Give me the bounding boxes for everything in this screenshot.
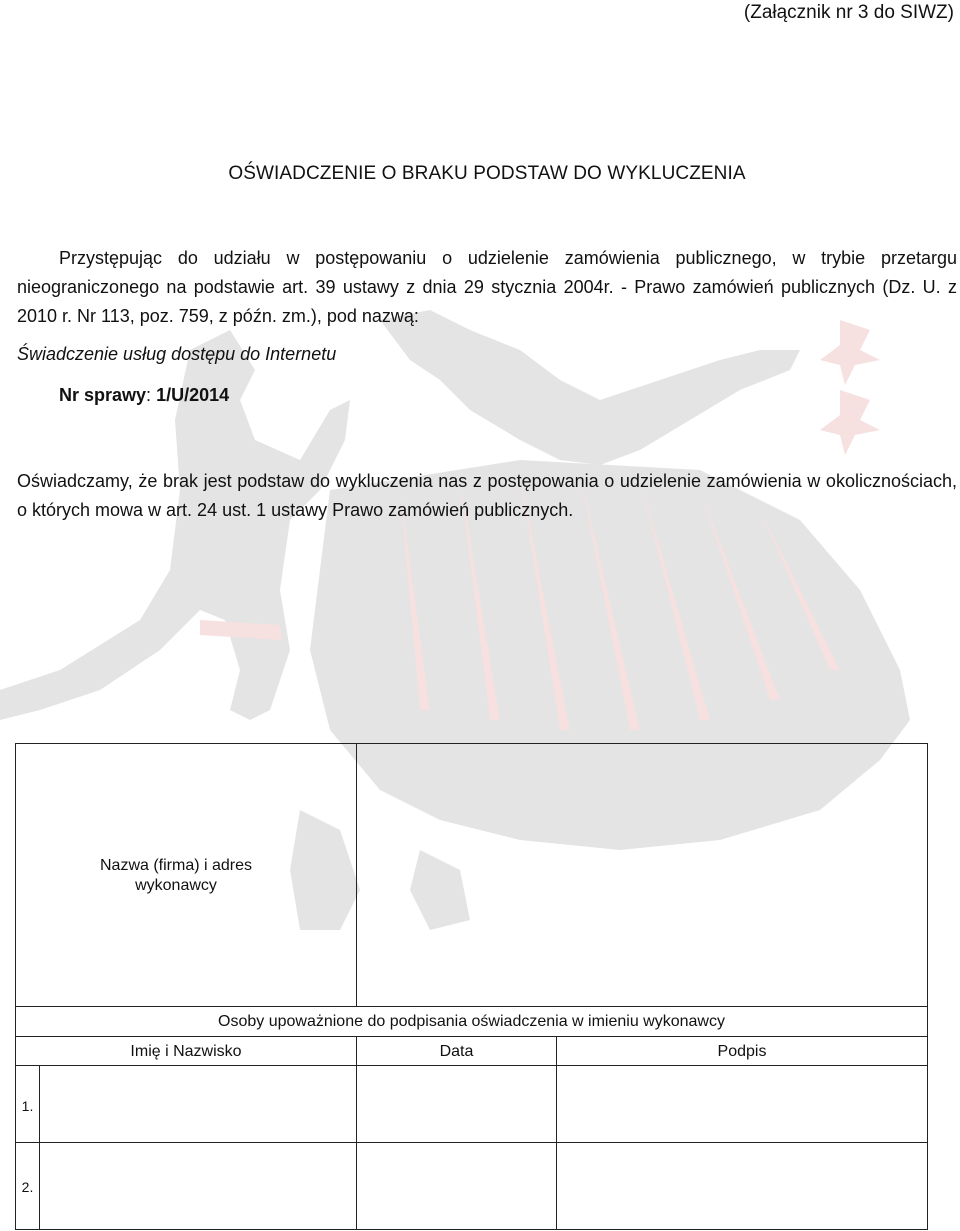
contractor-label: Nazwa (firma) i adres wykonawcy [99,857,253,894]
intro-paragraph: Przystępując do udziału w postępowaniu o udzielenie zamówienia publicznego, w trybie przetargu nieograniczonego na podstawie art. 39 ustawy z dnia 29 stycznia 2004r. - Prawo zamówień publicznych (Dz. U. z 2010 r. Nr 113, poz. 759, z późn. zm.), pod nazwą: [17,248,957,326]
signatory-name-field[interactable] [39,1142,357,1230]
signatory-signature-field[interactable] [556,1065,928,1143]
column-header-signature: Podpis [717,1043,767,1060]
row-number: 1. [21,1098,34,1114]
procurement-subject: Świadczenie usług dostępu do Internetu [17,344,337,364]
signatory-signature-field[interactable] [556,1142,928,1230]
signatory-date-field[interactable] [356,1065,557,1143]
column-header-date-cell [356,1036,557,1066]
column-header-name: Imię i Nazwisko [130,1043,242,1060]
declaration-paragraph: Oświadczamy, że brak jest podstaw do wykluczenia nas z postępowania o udzielenie zamówienia w okolicznościach, o których mowa w art. 24 ust. 1 ustawy Prawo zamówień publicznych. [17,471,957,520]
signatories-header: Osoby upoważnione do podpisania oświadczenia w imieniu wykonawcy [218,1013,725,1030]
column-header-name-cell [15,1036,357,1066]
row-number-cell [15,1142,40,1230]
column-header-signature-cell [556,1036,928,1066]
document-title: OŚWIADCZENIE O BRAKU PODSTAW DO WYKLUCZENIA [228,163,746,184]
signatory-date-field[interactable] [356,1142,557,1230]
case-number-label: Nr sprawy [59,385,147,405]
case-number-separator: : [146,385,157,405]
contractor-stamp-field[interactable] [356,743,928,1007]
column-header-date: Data [439,1043,474,1060]
case-number [59,385,229,406]
contractor-label-cell [15,743,357,1007]
annex-note: (Załącznik nr 3 do SIWZ) [743,2,954,23]
signatories-header-cell [15,1006,928,1037]
row-number: 2. [21,1179,34,1195]
signatory-name-field[interactable] [39,1065,357,1143]
case-number-value: 1/U/2014 [156,385,230,405]
row-number-cell [15,1065,40,1143]
